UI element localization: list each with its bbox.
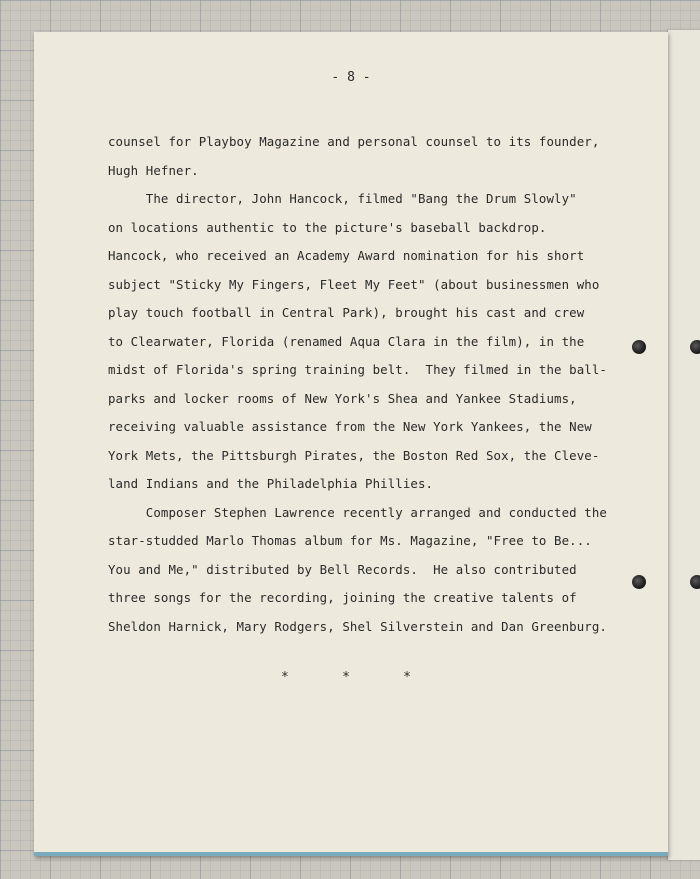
text-line: to Clearwater, Florida (renamed Aqua Clara in the film), in the — [108, 333, 585, 349]
text-line: counsel for Playboy Magazine and personal counsel to its founder, — [108, 134, 600, 149]
text-line: Sheldon Harnick, Mary Rodgers, Shel Silverstein and Dan Greenburg. — [108, 618, 607, 634]
text-line: receiving valuable assistance from the New York Yankees, the New — [108, 419, 592, 434]
paragraph — [108, 499, 648, 642]
text-line: Hugh Hefner. — [108, 162, 199, 178]
paragraph — [108, 128, 648, 185]
text-line: on locations authentic to the picture's baseball backdrop. — [108, 219, 547, 235]
text-line: subject "Sticky My Fingers, Fleet My Feet" (about businessmen who — [108, 276, 600, 292]
separator-asterisk: * — [281, 670, 289, 685]
text-line: three songs for the recording, joining the creative talents of — [108, 590, 577, 605]
text-line: Composer Stephen Lawrence recently arranged and conducted the — [108, 504, 607, 520]
separator-asterisk: * — [342, 670, 350, 685]
text-line: play touch football in Central Park), brought his cast and crew — [108, 305, 585, 320]
paragraph — [108, 185, 648, 499]
text-line: The director, John Hancock, filmed "Bang the Drum Slowly" — [108, 191, 577, 206]
punch-hole — [690, 575, 700, 589]
text-line: midst of Florida's spring training belt. They filmed in the ball- — [108, 362, 607, 377]
text-line: York Mets, the Pittsburgh Pirates, the Boston Red Sox, the Cleve- — [108, 447, 600, 463]
punch-hole — [690, 340, 700, 354]
next-page-edge — [668, 30, 700, 860]
text-line: land Indians and the Philadelphia Phillies. — [108, 476, 434, 491]
text-line: parks and locker rooms of New York's Shea and Yankee Stadiums, — [108, 390, 577, 406]
separator-asterisk: * — [403, 670, 411, 685]
text-line: Hancock, who received an Academy Award nomination for his short — [108, 248, 585, 263]
body-text — [108, 128, 648, 641]
page-number: - 8 - — [331, 70, 371, 85]
section-separator — [281, 670, 411, 685]
text-line: star-studded Marlo Thomas album for Ms. Magazine, "Free to Be... — [108, 533, 592, 548]
document-page — [34, 32, 668, 856]
text-line: You and Me," distributed by Bell Records. He also contributed — [108, 561, 577, 577]
